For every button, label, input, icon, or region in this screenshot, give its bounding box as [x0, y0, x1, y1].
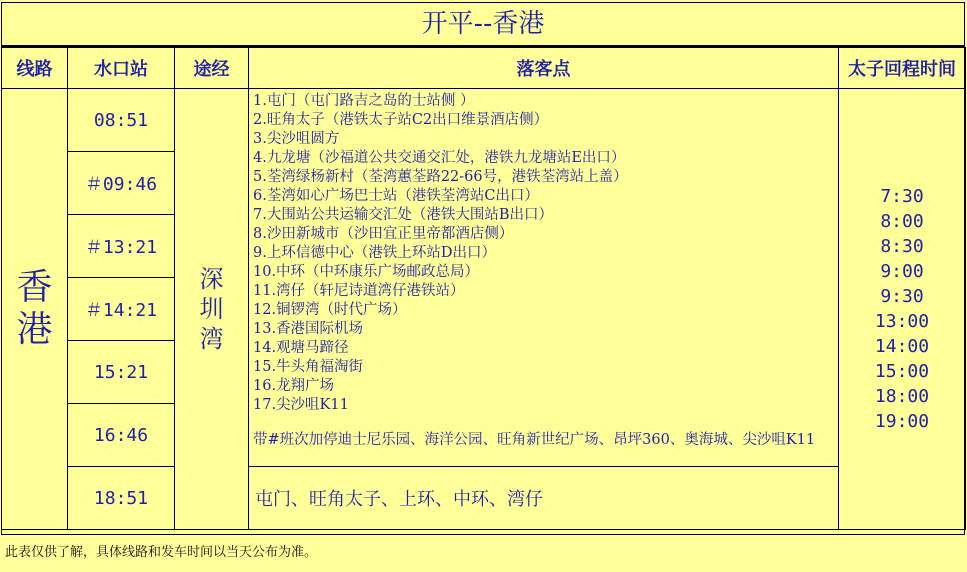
header-row	[2, 48, 966, 89]
header-via: 途经	[175, 48, 249, 89]
return-time: 13:00	[874, 311, 930, 332]
departure-time: 16:46	[68, 404, 175, 467]
timetable	[1, 47, 966, 530]
footer-note: 此表仅供了解，具体线路和发车时间以当天公布为准。	[5, 545, 318, 560]
last-stops-cell: 屯门、旺角太子、上环、中环、湾仔	[249, 467, 839, 530]
departure-time: ＃14:21	[68, 278, 175, 341]
return-time: 14:00	[874, 336, 930, 357]
departure-time: 15:21	[68, 341, 175, 404]
stop-item: 11.湾仔（轩尼诗道湾仔港铁站）	[253, 283, 465, 299]
via-cell	[175, 89, 249, 530]
stop-item: 17.尖沙咀K11	[253, 397, 349, 413]
stop-item: 10.中环（中环康乐广场邮政总局）	[253, 264, 480, 280]
departure-time: 08:51	[68, 89, 175, 152]
stop-item: 8.沙田新城市（沙田宜正里帝都酒店侧）	[253, 226, 514, 242]
header-return-times: 太子回程时间	[839, 48, 966, 89]
stop-list	[253, 92, 834, 415]
route-cell	[2, 89, 68, 530]
return-time: 8:00	[880, 211, 924, 232]
return-time: 15:00	[874, 361, 930, 382]
stop-item: 6.荃湾如心广场巴士站（港铁荃湾站C出口）	[253, 188, 539, 204]
stop-item: 16.龙翔广场	[253, 378, 335, 394]
route-name: 香 港	[16, 267, 53, 350]
return-time: 9:00	[880, 261, 924, 282]
stop-item: 2.旺角太子（港铁太子站C2出口维景酒店侧）	[253, 112, 549, 128]
header-route: 线路	[2, 48, 68, 89]
table-row	[2, 467, 966, 530]
via-name: 深 圳 湾	[199, 265, 224, 353]
stop-item: 14.观塘马蹄径	[253, 340, 349, 356]
page-title: 开平--香港	[2, 3, 964, 47]
stop-item: 12.铜锣湾（时代广场）	[253, 302, 407, 318]
return-time: 9:30	[880, 286, 924, 307]
stop-item: 1.屯门（屯门路吉之岛的士站侧 ）	[253, 93, 475, 109]
return-time: 8:30	[880, 236, 924, 257]
stop-item: 7.大围站公共运输交汇处（港铁大围站B出口）	[253, 207, 553, 223]
stop-item: 3.尖沙咀圆方	[253, 131, 340, 147]
table-row	[2, 89, 966, 152]
return-time: 19:00	[874, 411, 930, 432]
stops-cell	[249, 89, 839, 467]
return-list	[839, 184, 965, 434]
return-time: 7:30	[880, 186, 924, 207]
departure-time: 18:51	[68, 467, 175, 530]
header-depart-station: 水口站	[68, 48, 175, 89]
header-stops: 落客点	[249, 48, 839, 89]
note-text: 带#班次加停迪士尼乐园、海洋公园、旺角新世纪广场、昂坪360、奥海城、尖沙咀K11	[253, 432, 816, 448]
stop-item: 4.九龙塘（沙福道公共交通交汇处，港铁九龙塘站E出口）	[253, 150, 626, 166]
stop-item: 9.上环信德中心（港铁上环站D出口）	[253, 245, 496, 261]
return-times-cell	[839, 89, 966, 530]
departure-time: ＃09:46	[68, 152, 175, 215]
stop-item: 13.香港国际机场	[253, 321, 364, 337]
departure-time: ＃13:21	[68, 215, 175, 278]
stop-item: 5.荃湾绿杨新村（荃湾蕙荃路22-66号，港铁荃湾站上盖）	[253, 169, 628, 185]
return-time: 18:00	[874, 386, 930, 407]
stop-item: 15.牛头角福淘街	[253, 359, 364, 375]
